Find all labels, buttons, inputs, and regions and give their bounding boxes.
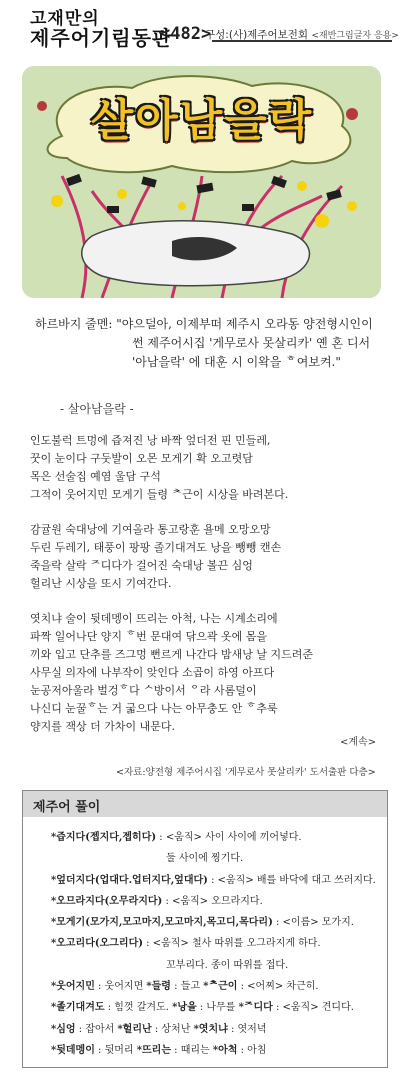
continued-mark: <계속> [340, 737, 377, 748]
glossary-term: *오므라지다(오무라지다) [51, 895, 163, 907]
glossary-entry [51, 848, 381, 869]
glossary-entry [51, 891, 381, 912]
glossary-term: *ᄌ디다 [238, 1002, 273, 1014]
glossary-definition: : 힘껏 갈겨도. [104, 1002, 173, 1014]
glossary-definition: : <이름> 모가지. [272, 917, 354, 929]
glossary-definition: : <움직> 오므라지다. [162, 895, 263, 907]
glossary-entry [51, 827, 381, 848]
glossary-term: *졸기대겨도 [51, 1002, 105, 1014]
ladybug-icon [346, 108, 358, 120]
poem-line: 감귤원 숙대낭에 기여올라 통고랑훈 욜메 오망오망 [30, 523, 271, 536]
poem-line: 꿋이 눈이다 구둣발이 오몬 모게기 확 오고렷담 [30, 452, 253, 465]
credit-text: 구성:(사)제주어보전회 [205, 29, 309, 41]
poem-title: - 살아남을락 - [60, 402, 134, 416]
glossary-term: *모게기(모가지,모고마지,모고마지,목고디,목다리) [51, 917, 273, 929]
glossary-entry [51, 976, 381, 997]
poem-line: 사무실 의자에 나부작이 앚인다 소곱이 하영 아프다 [30, 666, 275, 679]
poem-stanza [30, 521, 390, 593]
glossary-definition: : <움직> 사이 사이에 끼어넣다. [156, 832, 302, 843]
glossary-definition: : 아침 [237, 1044, 267, 1056]
glossary-definition: : 들고 [170, 981, 204, 993]
column-header [0, 0, 400, 52]
glossary-entry [51, 955, 381, 976]
poem-line: 죽을락 살락 ᄌ디다가 걸어진 숙대낭 볼끈 심엉 [30, 559, 253, 572]
series-logo: 제주어기림동판 [30, 26, 173, 50]
glossary-term: *ᄎ근이 [203, 981, 238, 993]
poem-line: 눈공저아울라 벌겅ᄒ다 ᄉ방이서 ᄋ라 사롬덜이 [30, 684, 257, 697]
poem-body [30, 432, 390, 753]
poem-line: 그적이 웃어지민 모게기 들령 ᄎ근이 시상을 바려본다. [30, 488, 289, 501]
glossary-definition: : 잡아서 [75, 1023, 118, 1035]
glossary-term: *헐리난 [117, 1023, 152, 1035]
glossary-term: *아척 [212, 1044, 238, 1056]
poem-line: 파짝 일어나단 양지 ᄒ번 문대여 닦으곽 옷에 몸을 [30, 630, 267, 643]
glossary-definition: : <움직> 배를 바닥에 대고 쓰러지다. [207, 874, 376, 886]
speaker-label: 하르바지 줄멘: [35, 317, 113, 331]
poem-stanza [30, 432, 390, 504]
poem-line: 끼와 입고 단추를 즈그멍 뻔르게 나간다 밤새낭 날 지드려준 [30, 648, 313, 661]
speaker-intro [35, 315, 390, 372]
poem-line: 두린 두레기, 태풍이 팡팡 졸기대겨도 낭을 뺑뺑 캔손 [30, 541, 282, 554]
glossary-term: *뒷데멩이 [51, 1044, 95, 1056]
glossary-definition: : <움직> 철사 따위를 오그라지게 하다. [142, 938, 321, 950]
glossary-definition: : 때리는 [170, 1044, 213, 1056]
glossary-term: *즙지다(젭지다,젭히다) [51, 832, 157, 843]
glossary-term: *엿치냐 [193, 1023, 228, 1035]
glossary-term: *엎더지다(업대다.업터지다,엎대다) [51, 874, 208, 886]
glossary-entry [51, 933, 381, 954]
glossary-term: *오고리다(오그리다) [51, 938, 143, 950]
glossary-entry [51, 1040, 381, 1061]
dandelion-illustration [22, 66, 381, 298]
intro-line-2: 썬 제주어시집 '게무로사 못살리카' 옌 혼 디서 [132, 336, 371, 350]
glossary-box [22, 790, 388, 1068]
glossary-title: 제주어 풀이 [33, 800, 101, 815]
glossary-definition: : 나무를 [196, 1002, 239, 1014]
poem-stanza [30, 610, 390, 736]
poem-line: 양지를 잭상 더 가차이 내문다. [30, 720, 175, 733]
glossary-term: *심엉 [51, 1023, 76, 1035]
glossary-entry [51, 997, 381, 1018]
glossary-definition: : 엿저녁 [227, 1023, 267, 1035]
glossary-entry [51, 1019, 381, 1040]
glossary-definition: 꼬부리다. 종이 따위를 접다. [166, 959, 289, 971]
glossary-entry [51, 912, 381, 933]
episode-number: <482> [160, 24, 212, 44]
glossary-definition: : 뒷머리 [94, 1044, 137, 1056]
glossary-term: *웃어지민 [51, 981, 95, 993]
glossary-term: *들령 [146, 981, 171, 993]
series-title-top: 고재만의 [30, 9, 100, 29]
glossary-term: *낭을 [172, 1002, 197, 1014]
poem-line: 목은 선술집 예염 울담 구석 [30, 470, 161, 483]
header-credit [205, 27, 399, 42]
glossary-definition: : 웃어지면 [94, 981, 147, 993]
poem-line: 엿치냐 술이 뒷데멩이 뜨리는 아척, 나는 시계소리에 [30, 612, 278, 625]
poem-line: 헐리난 시상을 또시 기여간다. [30, 577, 172, 590]
glossary-definition: 둘 사이에 찡기다. [166, 853, 244, 865]
glossary-definition: : <어찌> 차근히. [237, 981, 319, 993]
glossary-definition: : 상처난 [151, 1023, 194, 1035]
credit-note: <재반그림글자 응용> [311, 31, 399, 41]
glossary-definition: : <움직> 견디다. [272, 1002, 354, 1014]
intro-line-3: '아남을락' 에 대훈 시 이왁을 ᄒ여보켜." [132, 355, 341, 369]
glossary-term: *뜨리는 [136, 1044, 171, 1056]
poem-line: 인도불럭 트멍에 즙져진 낭 바짝 엎더전 핀 민들레, [30, 434, 271, 447]
glossary-list [51, 827, 381, 1061]
source-citation: <자료:양전형 제주어시집 '게무로사 못살리카' 도서출판 다층> [116, 767, 376, 778]
ladybug-icon [37, 101, 47, 111]
glossary-header [23, 791, 387, 817]
illustration-title: 살아남을락 [90, 95, 314, 146]
glossary-entry [51, 870, 381, 891]
intro-line-1: "야으덜아, 이제부떠 제주시 오라동 양전형시인이 [116, 317, 373, 331]
poem-line: 나신디 눈꿀ᄒ는 거 굷으다 나는 아무충도 안 ᄒ추룩 [30, 702, 278, 715]
